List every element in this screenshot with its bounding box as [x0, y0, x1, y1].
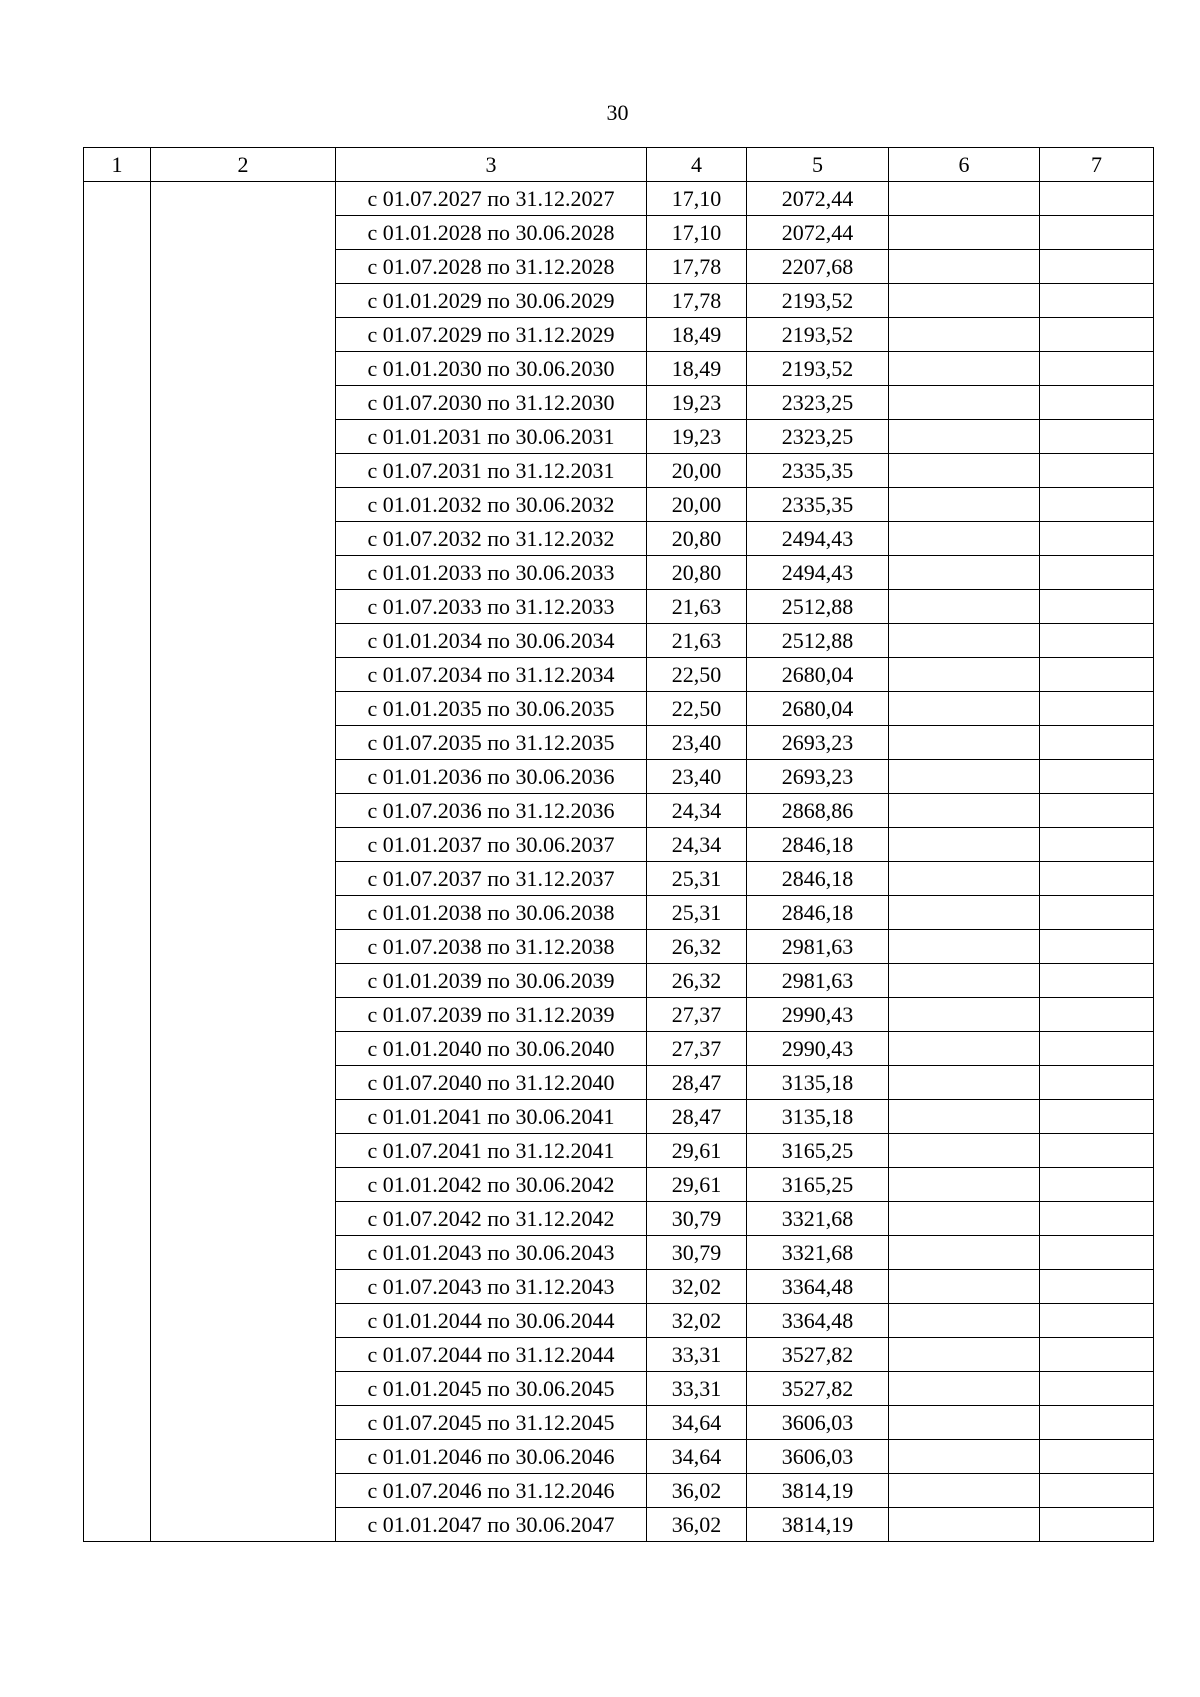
period-cell: с 01.01.2034 по 30.06.2034 [336, 624, 647, 658]
empty-col7-cell [1040, 896, 1154, 930]
empty-col6-cell [889, 420, 1040, 454]
period-cell: с 01.01.2043 по 30.06.2043 [336, 1236, 647, 1270]
empty-col7-cell [1040, 318, 1154, 352]
period-cell: с 01.01.2031 по 30.06.2031 [336, 420, 647, 454]
empty-col6-cell [889, 250, 1040, 284]
empty-col7-cell [1040, 1270, 1154, 1304]
column-header-5: 5 [747, 148, 889, 182]
value-col5-cell: 3814,19 [747, 1474, 889, 1508]
value-col5-cell: 2693,23 [747, 726, 889, 760]
period-cell: с 01.07.2045 по 31.12.2045 [336, 1406, 647, 1440]
value-col4-cell: 17,10 [647, 182, 747, 216]
empty-col6-cell [889, 1066, 1040, 1100]
value-col5-cell: 2494,43 [747, 522, 889, 556]
value-col4-cell: 17,78 [647, 250, 747, 284]
value-col5-cell: 2193,52 [747, 318, 889, 352]
period-cell: с 01.01.2036 по 30.06.2036 [336, 760, 647, 794]
period-cell: с 01.07.2041 по 31.12.2041 [336, 1134, 647, 1168]
period-cell: с 01.01.2033 по 30.06.2033 [336, 556, 647, 590]
value-col5-cell: 3527,82 [747, 1372, 889, 1406]
empty-col7-cell [1040, 862, 1154, 896]
empty-col6-cell [889, 1202, 1040, 1236]
value-col4-cell: 21,63 [647, 590, 747, 624]
empty-col6-cell [889, 352, 1040, 386]
value-col4-cell: 25,31 [647, 862, 747, 896]
value-col4-cell: 36,02 [647, 1508, 747, 1542]
value-col4-cell: 27,37 [647, 998, 747, 1032]
empty-col6-cell [889, 1474, 1040, 1508]
value-col4-cell: 20,80 [647, 522, 747, 556]
value-col4-cell: 26,32 [647, 930, 747, 964]
empty-col6-cell [889, 828, 1040, 862]
empty-col7-cell [1040, 930, 1154, 964]
value-col5-cell: 2868,86 [747, 794, 889, 828]
empty-col6-cell [889, 318, 1040, 352]
period-cell: с 01.07.2030 по 31.12.2030 [336, 386, 647, 420]
empty-col7-cell [1040, 1406, 1154, 1440]
value-col4-cell: 28,47 [647, 1066, 747, 1100]
value-col5-cell: 3606,03 [747, 1440, 889, 1474]
period-cell: с 01.01.2038 по 30.06.2038 [336, 896, 647, 930]
period-cell: с 01.07.2032 по 31.12.2032 [336, 522, 647, 556]
period-cell: с 01.01.2040 по 30.06.2040 [336, 1032, 647, 1066]
value-col5-cell: 3527,82 [747, 1338, 889, 1372]
value-col4-cell: 22,50 [647, 692, 747, 726]
value-col4-cell: 32,02 [647, 1270, 747, 1304]
empty-col6-cell [889, 182, 1040, 216]
column-header-4: 4 [647, 148, 747, 182]
empty-col7-cell [1040, 1202, 1154, 1236]
value-col4-cell: 24,34 [647, 828, 747, 862]
period-cell: с 01.01.2042 по 30.06.2042 [336, 1168, 647, 1202]
merged-cell-col2 [151, 182, 336, 1542]
column-header-7: 7 [1040, 148, 1154, 182]
period-cell: с 01.01.2047 по 30.06.2047 [336, 1508, 647, 1542]
empty-col7-cell [1040, 1304, 1154, 1338]
empty-col7-cell [1040, 998, 1154, 1032]
empty-col6-cell [889, 1372, 1040, 1406]
value-col4-cell: 19,23 [647, 420, 747, 454]
value-col5-cell: 3364,48 [747, 1270, 889, 1304]
empty-col6-cell [889, 998, 1040, 1032]
value-col5-cell: 3606,03 [747, 1406, 889, 1440]
empty-col7-cell [1040, 1168, 1154, 1202]
empty-col6-cell [889, 794, 1040, 828]
value-col4-cell: 32,02 [647, 1304, 747, 1338]
empty-col7-cell [1040, 1066, 1154, 1100]
empty-col6-cell [889, 624, 1040, 658]
column-header-6: 6 [889, 148, 1040, 182]
value-col5-cell: 2323,25 [747, 420, 889, 454]
empty-col6-cell [889, 488, 1040, 522]
empty-col7-cell [1040, 216, 1154, 250]
value-col4-cell: 21,63 [647, 624, 747, 658]
value-col4-cell: 30,79 [647, 1202, 747, 1236]
empty-col7-cell [1040, 1474, 1154, 1508]
period-cell: с 01.01.2030 по 30.06.2030 [336, 352, 647, 386]
period-cell: с 01.01.2028 по 30.06.2028 [336, 216, 647, 250]
value-col4-cell: 36,02 [647, 1474, 747, 1508]
value-col5-cell: 2846,18 [747, 828, 889, 862]
period-cell: с 01.01.2046 по 30.06.2046 [336, 1440, 647, 1474]
table-body [84, 182, 1154, 1542]
empty-col7-cell [1040, 1032, 1154, 1066]
period-cell: с 01.01.2032 по 30.06.2032 [336, 488, 647, 522]
value-col4-cell: 26,32 [647, 964, 747, 998]
value-col5-cell: 2680,04 [747, 658, 889, 692]
empty-col7-cell [1040, 1134, 1154, 1168]
period-cell: с 01.01.2039 по 30.06.2039 [336, 964, 647, 998]
value-col4-cell: 20,00 [647, 488, 747, 522]
empty-col7-cell [1040, 1440, 1154, 1474]
value-col4-cell: 30,79 [647, 1236, 747, 1270]
tariff-table [83, 147, 1154, 1542]
value-col5-cell: 2207,68 [747, 250, 889, 284]
column-header-1: 1 [84, 148, 151, 182]
value-col5-cell: 2335,35 [747, 454, 889, 488]
value-col4-cell: 34,64 [647, 1440, 747, 1474]
empty-col6-cell [889, 1304, 1040, 1338]
value-col5-cell: 2990,43 [747, 998, 889, 1032]
value-col4-cell: 24,34 [647, 794, 747, 828]
empty-col7-cell [1040, 1100, 1154, 1134]
value-col5-cell: 3814,19 [747, 1508, 889, 1542]
value-col5-cell: 3165,25 [747, 1168, 889, 1202]
merged-cell-col1 [84, 182, 151, 1542]
value-col4-cell: 17,78 [647, 284, 747, 318]
empty-col6-cell [889, 1236, 1040, 1270]
value-col5-cell: 2335,35 [747, 488, 889, 522]
empty-col7-cell [1040, 556, 1154, 590]
empty-col6-cell [889, 930, 1040, 964]
empty-col6-cell [889, 284, 1040, 318]
value-col5-cell: 3135,18 [747, 1066, 889, 1100]
value-col5-cell: 2680,04 [747, 692, 889, 726]
empty-col6-cell [889, 216, 1040, 250]
period-cell: с 01.07.2046 по 31.12.2046 [336, 1474, 647, 1508]
empty-col7-cell [1040, 488, 1154, 522]
value-col4-cell: 27,37 [647, 1032, 747, 1066]
empty-col6-cell [889, 692, 1040, 726]
value-col4-cell: 18,49 [647, 318, 747, 352]
empty-col6-cell [889, 590, 1040, 624]
empty-col7-cell [1040, 624, 1154, 658]
empty-col6-cell [889, 556, 1040, 590]
empty-col7-cell [1040, 284, 1154, 318]
value-col5-cell: 2512,88 [747, 590, 889, 624]
empty-col7-cell [1040, 658, 1154, 692]
period-cell: с 01.01.2045 по 30.06.2045 [336, 1372, 647, 1406]
empty-col6-cell [889, 1032, 1040, 1066]
value-col5-cell: 3364,48 [747, 1304, 889, 1338]
period-cell: с 01.07.2035 по 31.12.2035 [336, 726, 647, 760]
period-cell: с 01.07.2039 по 31.12.2039 [336, 998, 647, 1032]
value-col4-cell: 19,23 [647, 386, 747, 420]
empty-col7-cell [1040, 250, 1154, 284]
empty-col7-cell [1040, 1508, 1154, 1542]
period-cell: с 01.01.2037 по 30.06.2037 [336, 828, 647, 862]
value-col5-cell: 2846,18 [747, 862, 889, 896]
empty-col7-cell [1040, 692, 1154, 726]
page-number: 30 [606, 100, 629, 125]
value-col5-cell: 3165,25 [747, 1134, 889, 1168]
period-cell: с 01.07.2034 по 31.12.2034 [336, 658, 647, 692]
empty-col7-cell [1040, 964, 1154, 998]
empty-col6-cell [889, 862, 1040, 896]
period-cell: с 01.07.2037 по 31.12.2037 [336, 862, 647, 896]
period-cell: с 01.07.2028 по 31.12.2028 [336, 250, 647, 284]
period-cell: с 01.07.2027 по 31.12.2027 [336, 182, 647, 216]
period-cell: с 01.01.2044 по 30.06.2044 [336, 1304, 647, 1338]
value-col4-cell: 20,80 [647, 556, 747, 590]
value-col4-cell: 17,10 [647, 216, 747, 250]
period-cell: с 01.07.2038 по 31.12.2038 [336, 930, 647, 964]
value-col5-cell: 2981,63 [747, 964, 889, 998]
period-cell: с 01.07.2044 по 31.12.2044 [336, 1338, 647, 1372]
empty-col6-cell [889, 454, 1040, 488]
value-col5-cell: 2193,52 [747, 284, 889, 318]
period-cell: с 01.07.2029 по 31.12.2029 [336, 318, 647, 352]
empty-col6-cell [889, 386, 1040, 420]
period-cell: с 01.07.2031 по 31.12.2031 [336, 454, 647, 488]
empty-col7-cell [1040, 352, 1154, 386]
value-col4-cell: 29,61 [647, 1168, 747, 1202]
value-col5-cell: 2981,63 [747, 930, 889, 964]
value-col4-cell: 28,47 [647, 1100, 747, 1134]
empty-col7-cell [1040, 522, 1154, 556]
value-col4-cell: 23,40 [647, 760, 747, 794]
value-col4-cell: 25,31 [647, 896, 747, 930]
value-col5-cell: 2693,23 [747, 760, 889, 794]
empty-col7-cell [1040, 420, 1154, 454]
empty-col6-cell [889, 1508, 1040, 1542]
value-col5-cell: 3135,18 [747, 1100, 889, 1134]
empty-col7-cell [1040, 794, 1154, 828]
empty-col7-cell [1040, 386, 1154, 420]
table-row [84, 182, 1154, 216]
period-cell: с 01.07.2040 по 31.12.2040 [336, 1066, 647, 1100]
empty-col6-cell [889, 1406, 1040, 1440]
empty-col6-cell [889, 1270, 1040, 1304]
empty-col6-cell [889, 1440, 1040, 1474]
period-cell: с 01.07.2043 по 31.12.2043 [336, 1270, 647, 1304]
empty-col7-cell [1040, 1372, 1154, 1406]
empty-col6-cell [889, 760, 1040, 794]
value-col5-cell: 2846,18 [747, 896, 889, 930]
empty-col7-cell [1040, 590, 1154, 624]
value-col5-cell: 2072,44 [747, 216, 889, 250]
header-row [84, 148, 1154, 182]
column-header-2: 2 [151, 148, 336, 182]
period-cell: с 01.07.2033 по 31.12.2033 [336, 590, 647, 624]
empty-col7-cell [1040, 726, 1154, 760]
empty-col6-cell [889, 1338, 1040, 1372]
table-header [84, 148, 1154, 182]
empty-col7-cell [1040, 1338, 1154, 1372]
empty-col7-cell [1040, 454, 1154, 488]
period-cell: с 01.01.2041 по 30.06.2041 [336, 1100, 647, 1134]
value-col4-cell: 22,50 [647, 658, 747, 692]
empty-col6-cell [889, 1168, 1040, 1202]
value-col4-cell: 20,00 [647, 454, 747, 488]
value-col5-cell: 2072,44 [747, 182, 889, 216]
empty-col6-cell [889, 726, 1040, 760]
value-col5-cell: 2193,52 [747, 352, 889, 386]
empty-col6-cell [889, 896, 1040, 930]
value-col4-cell: 33,31 [647, 1372, 747, 1406]
value-col5-cell: 3321,68 [747, 1236, 889, 1270]
value-col4-cell: 29,61 [647, 1134, 747, 1168]
value-col5-cell: 2512,88 [747, 624, 889, 658]
value-col4-cell: 23,40 [647, 726, 747, 760]
value-col4-cell: 33,31 [647, 1338, 747, 1372]
empty-col6-cell [889, 522, 1040, 556]
value-col4-cell: 18,49 [647, 352, 747, 386]
empty-col6-cell [889, 658, 1040, 692]
column-header-3: 3 [336, 148, 647, 182]
value-col5-cell: 3321,68 [747, 1202, 889, 1236]
value-col4-cell: 34,64 [647, 1406, 747, 1440]
empty-col7-cell [1040, 828, 1154, 862]
empty-col7-cell [1040, 760, 1154, 794]
value-col5-cell: 2323,25 [747, 386, 889, 420]
period-cell: с 01.01.2029 по 30.06.2029 [336, 284, 647, 318]
value-col5-cell: 2494,43 [747, 556, 889, 590]
empty-col6-cell [889, 964, 1040, 998]
empty-col7-cell [1040, 1236, 1154, 1270]
period-cell: с 01.07.2042 по 31.12.2042 [336, 1202, 647, 1236]
empty-col6-cell [889, 1134, 1040, 1168]
period-cell: с 01.01.2035 по 30.06.2035 [336, 692, 647, 726]
empty-col6-cell [889, 1100, 1040, 1134]
period-cell: с 01.07.2036 по 31.12.2036 [336, 794, 647, 828]
value-col5-cell: 2990,43 [747, 1032, 889, 1066]
empty-col7-cell [1040, 182, 1154, 216]
